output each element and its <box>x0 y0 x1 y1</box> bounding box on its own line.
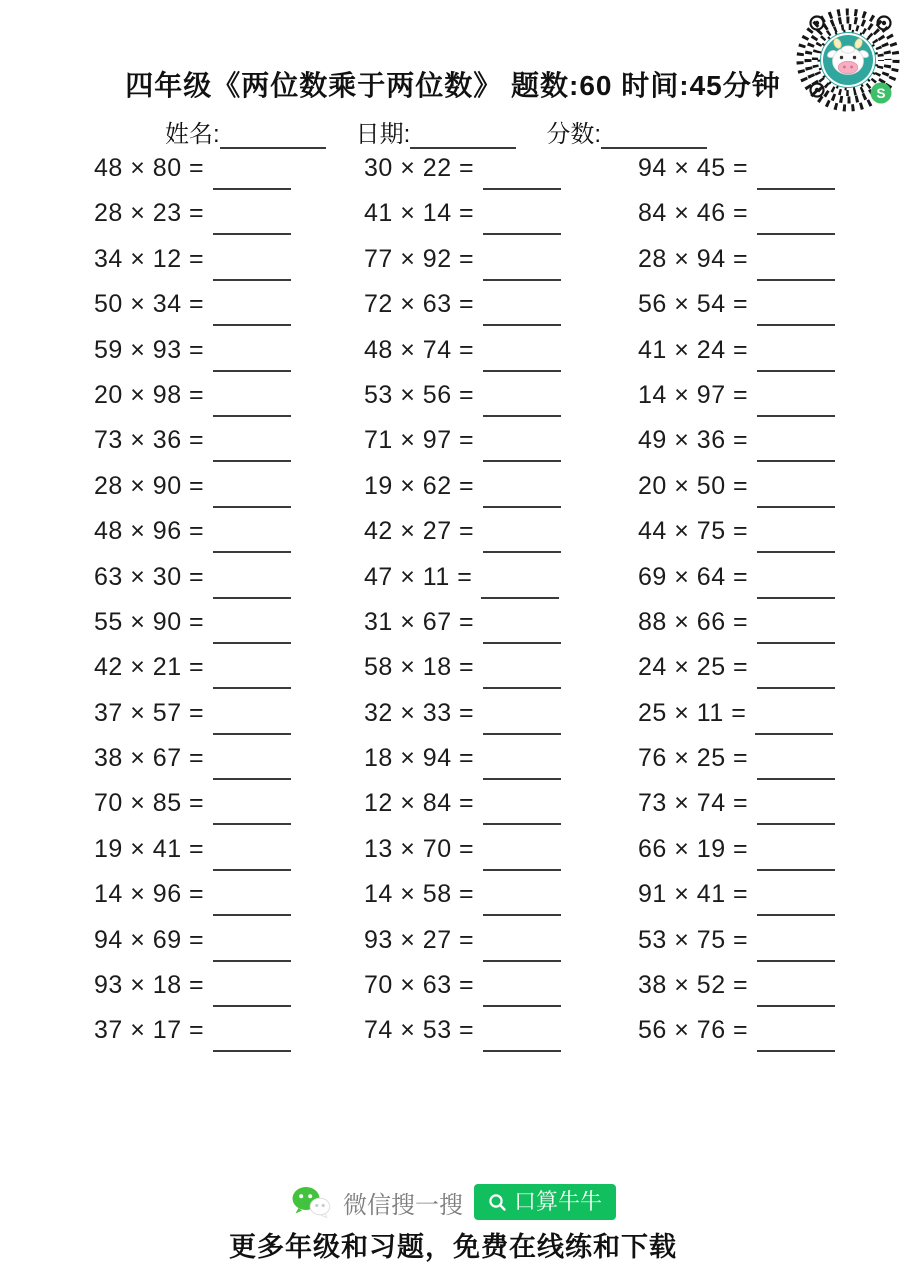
problem-row <box>364 561 636 606</box>
problem-text: 28 × 94 = <box>638 244 749 273</box>
score-blank[interactable] <box>601 120 707 149</box>
answer-blank[interactable] <box>483 833 561 871</box>
problem-text: 13 × 70 = <box>364 834 475 863</box>
problem-text: 48 × 80 = <box>94 154 205 182</box>
problem-text: 38 × 67 = <box>94 744 205 773</box>
problem-row <box>94 742 366 787</box>
problem-row <box>638 197 906 242</box>
answer-blank[interactable] <box>757 969 835 1007</box>
problem-row <box>638 515 906 560</box>
problem-row <box>638 697 906 742</box>
problem-text: 69 × 64 = <box>638 562 749 591</box>
problem-text: 76 × 25 = <box>638 744 749 773</box>
problem-row <box>638 606 906 651</box>
problem-row <box>364 288 636 333</box>
answer-blank[interactable] <box>213 152 291 190</box>
answer-blank[interactable] <box>483 515 561 553</box>
problem-row <box>364 924 636 969</box>
problem-row <box>94 288 366 333</box>
problem-row <box>638 470 906 515</box>
problem-text: 48 × 74 = <box>364 335 475 364</box>
answer-blank[interactable] <box>213 515 291 553</box>
problem-row <box>94 515 366 560</box>
problem-row <box>638 969 906 1014</box>
problem-text: 56 × 54 = <box>638 290 749 319</box>
problem-text: 20 × 50 = <box>638 471 749 500</box>
problem-text: 74 × 53 = <box>364 1016 475 1045</box>
problem-text: 37 × 17 = <box>94 1016 205 1045</box>
problem-row <box>364 969 636 1014</box>
problem-text: 24 × 25 = <box>638 653 749 682</box>
answer-blank[interactable] <box>757 1014 835 1052</box>
answer-blank[interactable] <box>757 833 835 871</box>
problem-text: 31 × 67 = <box>364 607 475 636</box>
problem-row <box>638 878 906 923</box>
problem-row <box>638 787 906 832</box>
problem-text: 91 × 41 = <box>638 880 749 909</box>
svg-text:S: S <box>876 86 886 101</box>
date-blank[interactable] <box>410 120 516 149</box>
answer-blank[interactable] <box>213 1014 291 1052</box>
problem-row <box>94 1014 366 1059</box>
answer-blank[interactable] <box>757 424 835 462</box>
answer-blank[interactable] <box>757 924 835 962</box>
answer-blank[interactable] <box>213 243 291 281</box>
answer-blank[interactable] <box>757 742 835 780</box>
worksheet-title: 四年级《两位数乘于两位数》 题数:60 时间:45分钟 <box>125 70 781 101</box>
problem-row <box>638 833 906 878</box>
problem-row <box>364 424 636 469</box>
answer-blank[interactable] <box>757 334 835 372</box>
problem-text: 32 × 33 = <box>364 698 475 727</box>
problem-row <box>638 1014 906 1059</box>
problem-row <box>364 833 636 878</box>
problem-text: 28 × 23 = <box>94 199 205 228</box>
answer-blank[interactable] <box>213 561 291 599</box>
problem-text: 50 × 34 = <box>94 290 205 319</box>
problem-text: 38 × 52 = <box>638 971 749 1000</box>
answer-blank[interactable] <box>483 288 561 326</box>
answer-blank[interactable] <box>213 878 291 916</box>
problem-text: 93 × 18 = <box>94 971 205 1000</box>
answer-blank[interactable] <box>213 470 291 508</box>
problem-row <box>364 197 636 242</box>
problem-text: 56 × 76 = <box>638 1016 749 1045</box>
problem-row <box>364 515 636 560</box>
search-badge[interactable] <box>474 1184 616 1220</box>
problem-text: 94 × 69 = <box>94 925 205 954</box>
problem-row <box>364 1014 636 1059</box>
answer-blank[interactable] <box>757 197 835 235</box>
search-icon <box>488 1193 507 1212</box>
answer-blank[interactable] <box>481 561 559 599</box>
problem-text: 41 × 14 = <box>364 199 475 228</box>
answer-blank[interactable] <box>483 697 561 735</box>
problem-text: 42 × 21 = <box>94 653 205 682</box>
problem-text: 19 × 41 = <box>94 834 205 863</box>
problem-row <box>94 334 366 379</box>
problem-row <box>94 878 366 923</box>
problem-text: 70 × 63 = <box>364 971 475 1000</box>
footer-tagline: 更多年级和习题，免费在线练和下载 <box>229 1232 677 1262</box>
answer-blank[interactable] <box>213 787 291 825</box>
answer-blank[interactable] <box>755 697 833 735</box>
problem-text: 71 × 97 = <box>364 426 475 455</box>
answer-blank[interactable] <box>483 969 561 1007</box>
problem-text: 77 × 92 = <box>364 244 475 273</box>
answer-blank[interactable] <box>213 651 291 689</box>
answer-blank[interactable] <box>483 1014 561 1052</box>
answer-blank[interactable] <box>757 288 835 326</box>
problem-text: 12 × 84 = <box>364 789 475 818</box>
answer-blank[interactable] <box>483 606 561 644</box>
problems-column-3 <box>638 152 906 1060</box>
problem-row <box>638 561 906 606</box>
answer-blank[interactable] <box>213 742 291 780</box>
search-badge-label: 口算牛牛 <box>513 1189 602 1214</box>
answer-blank[interactable] <box>757 561 835 599</box>
problem-text: 73 × 36 = <box>94 426 205 455</box>
problem-row <box>94 561 366 606</box>
problem-text: 58 × 18 = <box>364 653 475 682</box>
problem-text: 30 × 22 = <box>364 154 475 182</box>
problem-text: 42 × 27 = <box>364 517 475 546</box>
problem-row <box>364 606 636 651</box>
problem-row <box>638 424 906 469</box>
footer <box>0 1182 906 1264</box>
problem-text: 34 × 12 = <box>94 244 205 273</box>
answer-blank[interactable] <box>483 334 561 372</box>
problem-text: 53 × 56 = <box>364 380 475 409</box>
problems-column-1 <box>94 152 366 1060</box>
answer-blank[interactable] <box>757 878 835 916</box>
answer-blank[interactable] <box>213 833 291 871</box>
problem-row <box>638 152 906 197</box>
answer-blank[interactable] <box>757 787 835 825</box>
problem-text: 72 × 63 = <box>364 290 475 319</box>
problem-row <box>638 742 906 787</box>
answer-blank[interactable] <box>757 651 835 689</box>
answer-blank[interactable] <box>757 470 835 508</box>
answer-blank[interactable] <box>757 606 835 644</box>
problem-text: 88 × 66 = <box>638 607 749 636</box>
meta-line <box>165 114 765 149</box>
problem-row <box>364 742 636 787</box>
problem-text: 44 × 75 = <box>638 517 749 546</box>
problem-text: 37 × 57 = <box>94 698 205 727</box>
name-blank[interactable] <box>220 120 326 149</box>
answer-blank[interactable] <box>213 379 291 417</box>
answer-blank[interactable] <box>483 197 561 235</box>
date-field <box>356 114 517 149</box>
answer-blank[interactable] <box>483 470 561 508</box>
problems-column-2 <box>364 152 636 1060</box>
name-field <box>165 114 326 149</box>
answer-blank[interactable] <box>213 424 291 462</box>
problem-text: 14 × 58 = <box>364 880 475 909</box>
problem-row <box>364 470 636 515</box>
name-label: 姓名: <box>165 121 220 148</box>
problem-text: 53 × 75 = <box>638 925 749 954</box>
problem-text: 73 × 74 = <box>638 789 749 818</box>
problem-row <box>94 787 366 832</box>
answer-blank[interactable] <box>757 243 835 281</box>
problem-row <box>364 243 636 288</box>
problem-text: 28 × 90 = <box>94 471 205 500</box>
score-field <box>546 114 707 149</box>
problem-row <box>364 379 636 424</box>
problem-text: 20 × 98 = <box>94 380 205 409</box>
answer-blank[interactable] <box>213 334 291 372</box>
problem-row <box>638 288 906 333</box>
problem-row <box>94 243 366 288</box>
problem-row <box>94 470 366 515</box>
problem-text: 70 × 85 = <box>94 789 205 818</box>
wechat-icon <box>290 1184 332 1220</box>
answer-blank[interactable] <box>213 288 291 326</box>
answer-blank[interactable] <box>213 606 291 644</box>
problem-text: 14 × 96 = <box>94 880 205 909</box>
problem-row <box>94 651 366 696</box>
answer-blank[interactable] <box>213 697 291 735</box>
problem-row <box>364 152 636 197</box>
problem-row <box>94 969 366 1014</box>
problem-row <box>364 787 636 832</box>
problem-text: 55 × 90 = <box>94 607 205 636</box>
wechat-search-row <box>0 1182 906 1222</box>
answer-blank[interactable] <box>483 742 561 780</box>
answer-blank[interactable] <box>483 243 561 281</box>
problem-row <box>94 152 366 197</box>
problem-row <box>94 197 366 242</box>
problem-text: 25 × 11 = <box>638 698 747 727</box>
problem-row <box>94 379 366 424</box>
answer-blank[interactable] <box>483 651 561 689</box>
answer-blank[interactable] <box>483 152 561 190</box>
problem-text: 14 × 97 = <box>638 380 749 409</box>
answer-blank[interactable] <box>213 197 291 235</box>
problem-text: 59 × 93 = <box>94 335 205 364</box>
answer-blank[interactable] <box>483 424 561 462</box>
answer-blank[interactable] <box>483 878 561 916</box>
problem-text: 93 × 27 = <box>364 925 475 954</box>
problem-text: 94 × 45 = <box>638 154 749 182</box>
problem-text: 49 × 36 = <box>638 426 749 455</box>
problem-row <box>94 697 366 742</box>
problem-row <box>94 424 366 469</box>
problem-row <box>94 606 366 651</box>
problem-text: 48 × 96 = <box>94 517 205 546</box>
problem-row <box>94 924 366 969</box>
problem-row <box>638 651 906 696</box>
answer-blank[interactable] <box>757 515 835 553</box>
problem-row <box>364 697 636 742</box>
problem-row <box>94 833 366 878</box>
problem-text: 41 × 24 = <box>638 335 749 364</box>
problem-row <box>638 924 906 969</box>
problem-text: 66 × 19 = <box>638 834 749 863</box>
problem-text: 18 × 94 = <box>364 744 475 773</box>
problem-row <box>364 651 636 696</box>
answer-blank[interactable] <box>483 379 561 417</box>
score-label: 分数: <box>546 121 602 148</box>
problem-row <box>364 334 636 379</box>
problem-text: 47 × 11 = <box>364 562 473 591</box>
answer-blank[interactable] <box>483 924 561 962</box>
problem-text: 84 × 46 = <box>638 199 749 228</box>
problem-row <box>638 243 906 288</box>
answer-blank[interactable] <box>213 924 291 962</box>
date-label: 日期: <box>355 121 411 148</box>
answer-blank[interactable] <box>757 379 835 417</box>
problem-row <box>638 334 906 379</box>
answer-blank[interactable] <box>483 787 561 825</box>
problem-row <box>364 878 636 923</box>
answer-blank[interactable] <box>757 152 835 190</box>
answer-blank[interactable] <box>213 969 291 1007</box>
problem-row <box>638 379 906 424</box>
problem-text: 19 × 62 = <box>364 471 475 500</box>
problem-text: 63 × 30 = <box>94 562 205 591</box>
wechat-search-label: 微信搜一搜 <box>342 1191 463 1219</box>
